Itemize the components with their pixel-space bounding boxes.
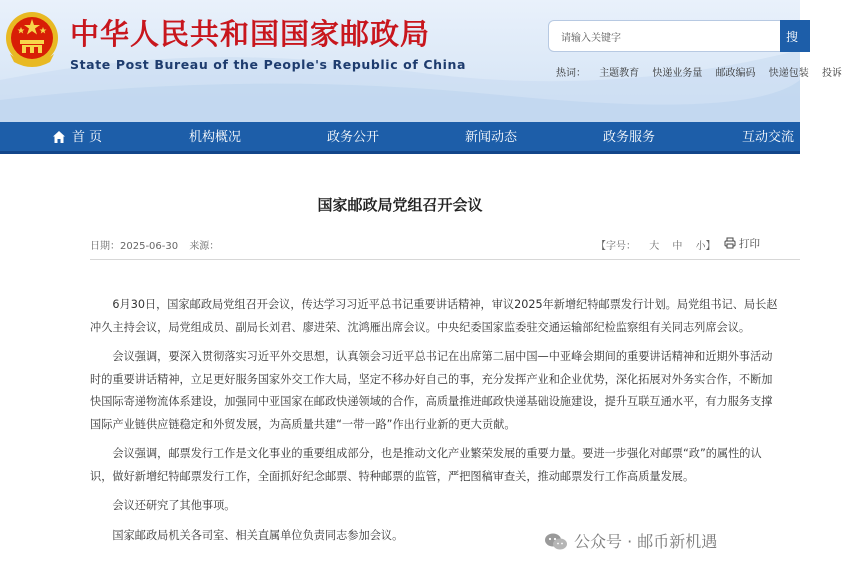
- printer-icon: [724, 237, 736, 249]
- search-input[interactable]: 请输入关键字: [548, 20, 788, 52]
- site-title[interactable]: 中华人民共和国国家邮政局: [70, 17, 431, 51]
- site-header: [0, 0, 842, 122]
- nav-item-news[interactable]: 新闻动态: [465, 130, 518, 145]
- font-size-large[interactable]: 大: [649, 241, 660, 252]
- hot-link-theme-education[interactable]: 主题教育: [599, 68, 640, 79]
- wechat-icon: [544, 532, 568, 552]
- article-body: [90, 294, 780, 554]
- article-paragraph: 会议强调，要深入贯彻落实习近平外交思想，认真领会习近平总书记在出席第二届中国—中亚峰会期间的重要讲话精神和近期外事活动时的重要讲话精神，立足更好服务国家外交工作大局，坚定不移办好自己的事，充分发挥产业和企业优势，深化拓展对外务实合作，不断加快国际寄递物流体系建设，加强同中亚国家在邮政快递领域的合作，高质量推进邮政快递基础设施建设，提升互联互通水平，有力服务支撑国际产业链供应链稳定和外贸发展，为高质量共建“一带一路”作出行业新的更大贡献。: [90, 350, 773, 431]
- font-size-label: 【字号：: [596, 241, 636, 252]
- meta-divider: [90, 259, 800, 260]
- home-icon: [52, 130, 66, 144]
- national-emblem-icon: [4, 10, 60, 68]
- article-paragraph: 国家邮政局机关各司室、相关直属单位负责同志参加会议。: [112, 528, 404, 542]
- hot-words-label: 热词：: [556, 68, 586, 79]
- hot-link-express-packaging[interactable]: 快递包装: [768, 68, 809, 79]
- article-meta: [90, 237, 227, 252]
- font-size-small[interactable]: 小】: [695, 241, 716, 252]
- site-subtitle: State Post Bureau of the People's Republic of China: [70, 57, 467, 72]
- print-button[interactable]: [724, 236, 760, 251]
- font-size-medium[interactable]: 中: [672, 241, 683, 252]
- print-label: 打印: [739, 238, 760, 250]
- article-paragraph: 6月30日，国家邮政局党组召开会议，传达学习习近平总书记重要讲话精神，审议2025年新增纪特邮票发行计划。局党组书记、局长赵冲久主持会议，局党组成员、副局长刘君、廖进荣、沈鸿雁出席会议。中央纪委国家监委驻交通运输部纪检监察组有关同志列席会议。: [90, 298, 778, 334]
- watermark-text: 公众号 · 邮币新机遇: [574, 532, 718, 551]
- nav-item-government-affairs[interactable]: 政务公开: [327, 130, 380, 145]
- nav-item-home-label: 首 页: [72, 130, 103, 145]
- hot-link-postal-code[interactable]: 邮政编码: [715, 68, 756, 79]
- nav-item-interaction[interactable]: 互动交流: [742, 130, 795, 145]
- nav-item-about[interactable]: 机构概况: [189, 130, 242, 145]
- nav-item-home[interactable]: [52, 122, 102, 154]
- article-paragraph: 会议强调，邮票发行工作是文化事业的重要组成部分，也是推动文化产业繁荣发展的重要力量。要进一步强化对邮票“政”的属性的认识，做好新增纪特邮票发行工作，全面抓好纪念邮票、特种邮票的监管，严把图稿审查关，推动邮票发行工作高质量发展。: [90, 447, 762, 483]
- article-date: 日期：2025-06-30: [90, 241, 179, 252]
- hot-link-express-volume[interactable]: 快递业务量: [652, 68, 703, 79]
- font-size-control: [596, 237, 726, 252]
- hot-link-complaint[interactable]: 投诉: [821, 68, 842, 79]
- article-title: 国家邮政局党组召开会议: [317, 196, 483, 214]
- article-paragraph: 会议还研究了其他事项。: [112, 499, 236, 512]
- watermark: [540, 527, 721, 554]
- main-nav: [0, 122, 800, 154]
- article-source: 来源：: [189, 241, 220, 252]
- search-button[interactable]: 搜: [780, 20, 810, 52]
- nav-item-services[interactable]: 政务服务: [603, 130, 656, 145]
- hot-words: [556, 64, 852, 79]
